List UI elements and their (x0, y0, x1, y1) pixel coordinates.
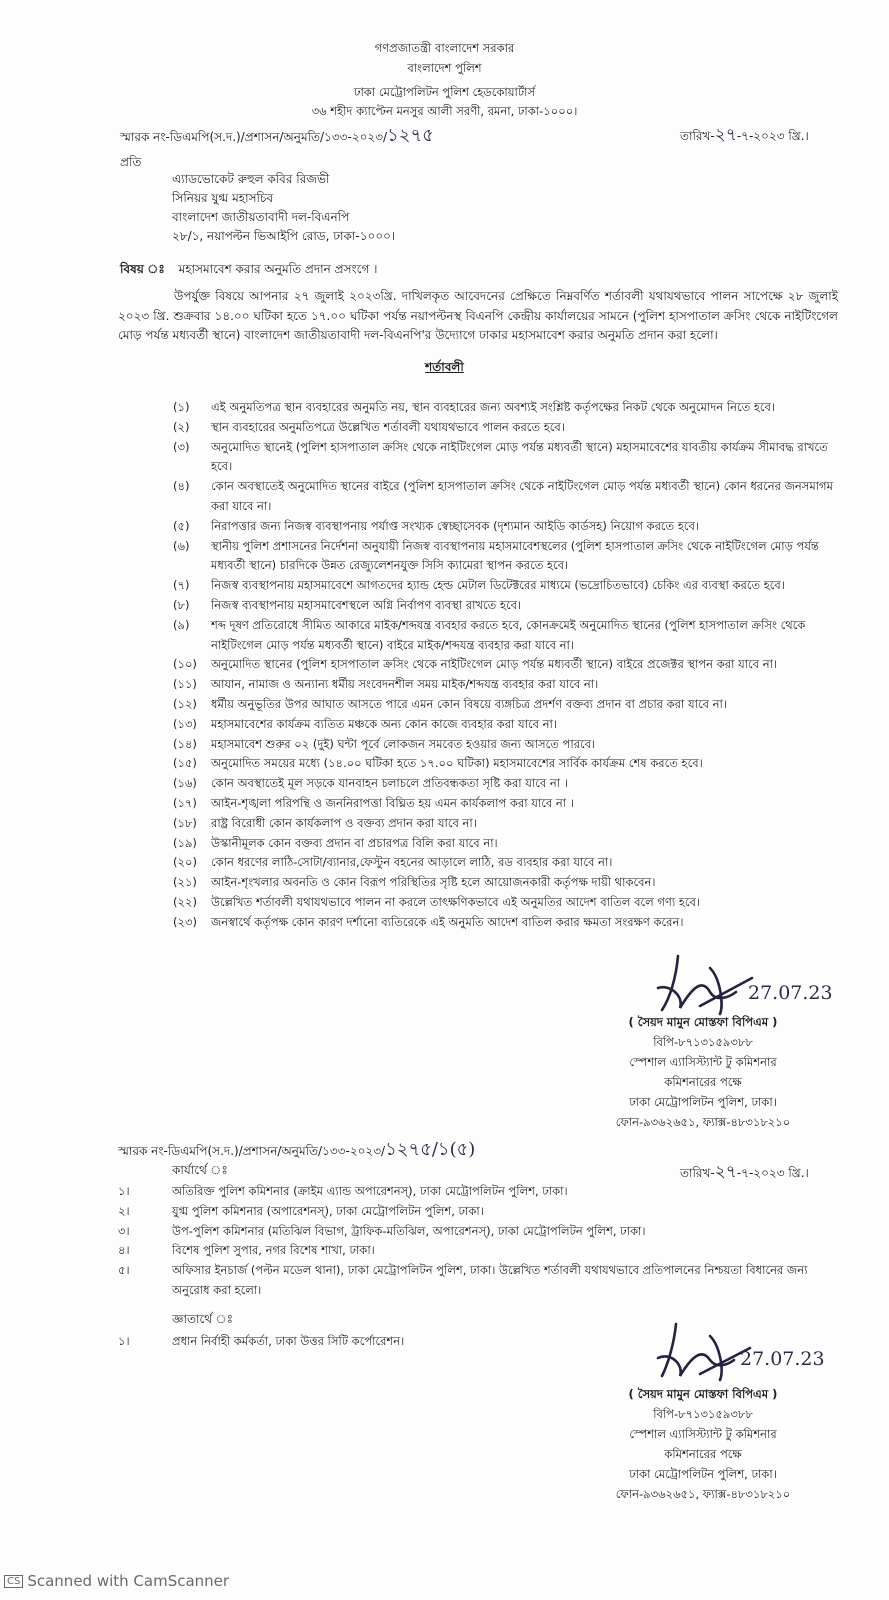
info-item-text: প্রধান নির্বাহী কর্মকর্তা, ঢাকা উত্তর সিটি কর্পোরেশন। (172, 1334, 405, 1348)
signature-1-scribble (640, 948, 760, 1018)
condition-item (173, 517, 843, 537)
signature-1-office: ঢাকা মেট্রোপলিটন পুলিশ, ঢাকা। (629, 1095, 777, 1109)
condition-item (173, 754, 843, 774)
condition-item (173, 853, 843, 873)
condition-item (173, 438, 843, 478)
condition-item (173, 576, 843, 596)
subject-label: বিষয় ঃ (120, 262, 165, 276)
signature-1-behalf: কমিশনারের পক্ষে (664, 1075, 742, 1089)
condition-item-text: উস্কানীমূলক কোন বক্তব্য প্রদান বা প্রচারপত্র বিলি করা যাবে না। (211, 835, 498, 850)
condition-item-number: (১৭) (173, 795, 197, 810)
condition-item (173, 893, 843, 913)
recipient-title: সিনিয়র যুগ্ম মহাসচিব (172, 191, 274, 205)
condition-item-number: (৫) (173, 518, 190, 533)
condition-item-number: (২০) (173, 855, 197, 870)
info-label: জ্ঞাতার্থে ঃ (172, 1312, 233, 1326)
condition-item-text: নিরাপত্তার জন্য নিজস্ব ব্যবস্থাপনায় পর্যাপ্ত সংখ্যক স্বেচ্ছাসেবক (দৃশ্যমান আইডি কার্ডসহ) নিয়োগ করতে হবে। (211, 518, 700, 533)
condition-item-text: অনুমোদিত স্থানের (পুলিশ হাসপাতাল ক্রসিং থেকে নাইটিংগেল মোড় পর্যন্ত মধ্যবর্তী স্থানে) বাইরে প্রজেক্টর স্থাপন করা যাবে না। (211, 657, 778, 672)
action-item (118, 1222, 840, 1242)
subject (120, 260, 377, 279)
condition-item-text: শব্দ দূষণ প্রতিরোধে সীমিত আকারে মাইক/শব্দযন্ত্র ব্যবহার করতে হবে, কোনক্রমেই অনুমোদিত স্থানের (পুলিশ হাসপাতাল ক্রসিং থেকে নাইটিংগেল মোড় পর্যন্ত মধ্যবর্তী স্থানে) বাইরে মাইক/শব্দযন্ত্র ব্যবহার করা যাবে না। (211, 617, 806, 652)
memo-ref-handwritten: ১২৭৫ (387, 125, 434, 146)
condition-item-text: স্থান ব্যবহারের অনুমতিপত্রে উল্লেখিত শর্তাবলী যথাযথভাবে পালন করতে হবে। (211, 419, 565, 434)
scanner-watermark-text: Scanned with CamScanner (27, 1572, 230, 1590)
condition-item-text: কোন ধরণের লাঠি-সোটা/ব্যানার,ফেস্টুন বহনের আড়ালে লাঠি, রড ব্যবহার করা যাবে না। (211, 855, 613, 870)
condition-item (173, 913, 843, 933)
condition-item-number: (১৮) (173, 815, 197, 830)
signature-2-date: 27.07.23 (740, 1348, 825, 1370)
signature-1-bp: বিপি-৮৭১৩১৫৯৩৮৮ (653, 1035, 753, 1049)
action-list (118, 1182, 840, 1301)
condition-item (173, 655, 843, 675)
condition-item-number: (২২) (173, 894, 197, 909)
action-item-number: ২। (118, 1203, 130, 1218)
condition-item-text: মহাসমাবেশের কার্যক্রম ব্যতিত মঞ্চকে অন্য কোন কাজে ব্যবহার করা যাবে না। (211, 716, 557, 731)
condition-item (173, 596, 843, 616)
condition-item-text: এই অনুমতিপত্র স্থান ব্যবহারের অনুমতি নয়, স্থান ব্যবহারের জন্য অবশ্যই সংশ্লিষ্ট কর্তৃপক্ষের নিকট থেকে অনুমোদন নিতে হবে। (211, 400, 776, 414)
condition-item-text: অনুমোদিত সময়ের মধ্যে (১৪.০০ ঘটিকা হতে ১৭.০০ ঘটিকা) মহাসমাবেশের সার্বিক কার্যক্রম শেষ করতে হবে। (211, 756, 703, 771)
condition-item (173, 537, 843, 577)
condition-item (173, 418, 843, 438)
condition-item-number: (৭) (173, 578, 190, 593)
condition-item-number: (১৪) (173, 736, 197, 751)
condition-item (173, 814, 843, 834)
condition-item (173, 695, 843, 715)
conditions-list (173, 398, 843, 933)
info-item (118, 1332, 618, 1352)
signature-1-mark (640, 948, 760, 1018)
condition-item-number: (১৩) (173, 716, 197, 731)
memo2-ref-text: স্মারক নং-ডিএমপি(স.দ.)/প্রশাসন/অনুমতি/১৩৩-২০২৩/ (118, 1144, 386, 1158)
memo2-date (680, 1163, 809, 1183)
memo-ref (120, 126, 434, 147)
recipient-to: প্রতি (120, 155, 142, 169)
recipient-name: এ্যাডভোকেট রুহুল কবির রিজভী (172, 172, 330, 186)
condition-item (173, 873, 843, 893)
condition-item (173, 398, 843, 418)
memo-date-handwritten: ২৭ (714, 125, 737, 145)
conditions-heading: শর্তাবলী (425, 360, 464, 374)
condition-item-text: ধর্মীয় অনুভূতির উপর আঘাত আসতে পারে এমন কোন বিষয়ে ব্যঙ্গচিত্র প্রদর্শণ বক্তব্য প্রদান বা প্রচার করা যাবে না। (211, 696, 727, 711)
memo-date (680, 126, 809, 146)
condition-item-number: (১০) (173, 657, 197, 672)
condition-item-number: (১) (173, 400, 190, 414)
signature-1-date: 27.07.23 (748, 982, 833, 1004)
condition-item (173, 715, 843, 735)
condition-item-number: (৮) (173, 597, 190, 612)
condition-item-text: আযান, নামাজ ও অন্যান্য ধর্মীয় সংবেদনশীল সময় মাইক/শব্দযন্ত্র ব্যবহার করা যাবে না। (211, 677, 599, 692)
condition-item-text: নিজস্ব ব্যবস্থাপনায় মহাসমাবেশে আগতদের হ্যান্ড হেল্ড মেটাল ডিটেক্টরের মাধ্যমে (ভদ্রোচিতভাবে) চেকিং এর ব্যবস্থা করতে হবে। (211, 578, 785, 593)
action-item-number: ৫। (118, 1263, 130, 1278)
condition-item-number: (১৯) (173, 835, 197, 850)
action-item-text: উপ-পুলিশ কমিশনার (মতিঝিল বিভাগ, ট্রাফিক-মতিঝিল, অপারেশনস্), ঢাকা মেট্রোপলিটন পুলিশ, ঢাকা। (172, 1223, 646, 1238)
action-item-number: ৪। (118, 1243, 130, 1258)
condition-item-text: আইন-শৃঙ্খলা পরিপন্থি ও জননিরাপত্তা বিঘ্নিত হয় এমন কার্যকলাপ করা যাবে না । (211, 795, 574, 810)
condition-item-number: (৩) (173, 439, 190, 454)
action-item (118, 1202, 840, 1222)
action-item-number: ১। (118, 1184, 130, 1198)
condition-item-number: (৪) (173, 479, 190, 494)
condition-item (173, 774, 843, 794)
memo2-ref (118, 1140, 475, 1161)
dmp-hq-title: ঢাকা মেট্রোপলিটন পুলিশ হেডকোয়ার্টার্স (353, 85, 536, 99)
signature-2-behalf: কমিশনারের পক্ষে (664, 1447, 742, 1461)
signature-1-name: ( সৈয়দ মামুন মোস্তফা বিপিএম ) (628, 1015, 778, 1029)
scanner-watermark (4, 1572, 229, 1590)
condition-item-text: অনুমোদিত স্থানেই (পুলিশ হাসপাতাল ক্রসিং থেকে নাইটিংগেল মোড় পর্যন্ত মধ্যবর্তী স্থানে) মহাসমাবেশের যাবতীয় কার্যক্রম সীমাবদ্ধ রাখতে হবে। (211, 439, 828, 474)
recipient-org: বাংলাদেশ জাতীয়তাবাদী দল-বিএনপি (172, 210, 350, 224)
action-item-text: বিশেষ পুলিশ সুপার, নগর বিশেষ শাখা, ঢাকা। (172, 1243, 375, 1258)
memo-date-label: তারিখ- (680, 129, 715, 143)
memo2-ref-handwritten: ১২৭৫/১(৫) (385, 1139, 476, 1160)
condition-item-text: মহাসমাবেশ শুরুর ০২ (দুই) ঘন্টা পূর্বে লোকজন সমবেত হওয়ার জন্য আসতে পারবে। (211, 736, 596, 751)
condition-item (173, 735, 843, 755)
condition-item-text: আইন-শৃংখলার অবনতি ও কোন বিরূপ পরিস্থিতির সৃষ্টি হলে আয়োজনকারী কর্তৃপক্ষ দায়ী থাকবেন। (211, 875, 656, 890)
condition-item-number: (৯) (173, 617, 190, 632)
action-item (118, 1182, 840, 1202)
action-item (118, 1261, 840, 1301)
recipient-address: ২৮/১, নয়াপল্টন ভিআইপি রোড, ঢাকা-১০০০। (172, 229, 396, 243)
memo-date-suffix: -৭-২০২৩ খ্রি.। (736, 129, 809, 143)
action-label: কার্যার্থে ঃ (172, 1163, 228, 1177)
condition-item (173, 834, 843, 854)
action-item (118, 1241, 840, 1261)
police-title: বাংলাদেশ পুলিশ (407, 61, 482, 75)
action-item-text: অতিরিক্ত পুলিশ কমিশনার (ক্রাইম এ্যান্ড অপারেশনস্), ঢাকা মেট্রোপলিটন পুলিশ, ঢাকা। (172, 1184, 568, 1198)
condition-item-text: কোন অবস্থাতেই অনুমোদিত স্থানের বাইরে (পুলিশ হাসপাতাল ক্রসিং থেকে নাইটিংগেল মোড় পর্যন্ত মধ্যবর্তী স্থানে) কোন ধরনের জনসমাগম করা যাবে না। (211, 479, 833, 513)
condition-item-text: নিজস্ব ব্যবস্থাপনায় মহাসমাবেশস্থলে অগ্নি নির্বাপণ ব্যবস্থা রাখতে হবে। (211, 597, 522, 612)
condition-item-number: (১২) (173, 696, 197, 711)
info-item-number: ১। (118, 1334, 130, 1348)
action-item-text: অফিসার ইনচার্জ (পল্টন মডেল থানা), ঢাকা মেট্রোপলিটন পুলিশ, ঢাকা। উল্লেখিত শর্তাবলী যথাযথভাবে প্রতিপালনের নিশ্চয়তা বিধানের জন্য অনুরোধ করা হলো। (172, 1263, 808, 1297)
signature-1-block (590, 1012, 816, 1132)
condition-item-number: (৬) (173, 538, 190, 553)
action-item-number: ৩। (118, 1223, 130, 1238)
condition-item-text: কোন অবস্থাতেই মূল সড়কে যানবাহন চলাচলে প্রতিবন্ধকতা সৃষ্টি করা যাবে না । (211, 776, 568, 791)
signature-2-phone: ফোন-৯৩৬২৬৫১, ফ্যাক্স-৪৮৩১৮২১০ (615, 1487, 791, 1501)
condition-item-text: জনস্বার্থে কর্তৃপক্ষ কোন কারণ দর্শানো ব্যতিরেকে এই অনুমতি আদেশ বাতিল করার ক্ষমতা সংরক্ষণ করেন। (211, 914, 684, 929)
subject-text: মহাসমাবেশ করার অনুমতি প্রদান প্রসংগে । (178, 262, 378, 276)
condition-item-number: (২১) (173, 875, 197, 890)
action-item-text: যুগ্ম পুলিশ কমিশনার (অপারেশনস্), ঢাকা মেট্রোপলিটন পুলিশ, ঢাকা। (172, 1203, 484, 1218)
memo-ref-text: স্মারক নং-ডিএমপি(স.দ.)/প্রশাসন/অনুমতি/১৩৩-২০২৩/ (120, 130, 388, 144)
condition-item (173, 794, 843, 814)
signature-2-block (590, 1384, 816, 1504)
condition-item-number: (২) (173, 419, 190, 434)
condition-item-number: (১৬) (173, 776, 197, 791)
condition-item (173, 616, 843, 656)
signature-1-phone: ফোন-৯৩৬২৬৫১, ফ্যাক্স-৪৮৩১৮২১০ (615, 1115, 791, 1129)
body-paragraph: উপর্যুক্ত বিষয়ে আপনার ২৭ জুলাই ২০২৩খ্রি. দাখিলকৃত আবেদনের প্রেক্ষিতে নিম্নবর্ণিত শর্তাবলী যথাযথভাবে পালন সাপেক্ষে ২৮ জুলাই ২০২৩ খ্রি. শুক্রবার ১৪.০০ ঘটিকা হতে ১৭.০০ ঘটিকা পর্যন্ত নয়াপল্টনস্থ বিএনপি কেন্দ্রীয় কার্যালয়ের সামনে (পুলিশ হাসপাতাল ক্রসিং থেকে নাইটিংগেল মোড় পর্যন্ত মধ্যবর্তী স্থানে) বাংলাদেশ জাতীয়তাবাদী দল-বিএনপি'র উদ্যোগে ঢাকার মহাসমাবেশ করার অনুমতি প্রদান করা হলো। (118, 289, 838, 342)
govt-title: গণপ্রজাতন্ত্রী বাংলাদেশ সরকার (374, 41, 515, 55)
hq-address: ৩৬ শহীদ ক্যাপ্টেন মনসুর আলী সরণী, রমনা, ঢাকা-১০০০। (311, 104, 578, 118)
condition-item-number: (১১) (173, 677, 197, 692)
signature-1-designation: স্পেশাল এ্যাসিস্ট্যান্ট টু কমিশনার (629, 1055, 777, 1069)
condition-item (173, 675, 843, 695)
camscanner-logo-icon: CS (4, 1575, 23, 1588)
signature-2-bp: বিপি-৮৭১৩১৫৯৩৮৮ (653, 1407, 753, 1421)
signature-2-office: ঢাকা মেট্রোপলিটন পুলিশ, ঢাকা। (629, 1467, 777, 1481)
condition-item-text: উল্লেখিত শর্তাবলী যথাযথভাবে পালন না করলে তাৎক্ষণিকভাবে এই অনুমতির আদেশ বাতিল বলে গণ্য হবে। (211, 894, 701, 909)
memo2-date-label: তারিখ- (680, 1166, 715, 1180)
condition-item (173, 477, 843, 517)
memo2-date-handwritten: ২৭ (714, 1162, 737, 1182)
condition-item-number: (১৫) (173, 756, 197, 771)
condition-item-text: স্থানীয় পুলিশ প্রশাসনের নির্দেশনা অনুযায়ী নিজস্ব ব্যবস্থাপনায় মহাসমাবেশস্থলের (পুলিশ হাসপাতাল ক্রসিং থেকে নাইটিংগেল মোড় পর্যন্ত মধ্যবর্তী স্থানে) চারদিকে উন্নত রেজ্যুলেশনযুক্ত সিসি ক্যামেরা স্থাপন করতে হবে। (211, 538, 819, 573)
signature-2-name: ( সৈয়দ মামুন মোস্তফা বিপিএম ) (628, 1387, 778, 1401)
info-list (118, 1332, 618, 1352)
signature-2-designation: স্পেশাল এ্যাসিস্ট্যান্ট টু কমিশনার (629, 1427, 777, 1441)
condition-item-text: রাষ্ট্র বিরোধী কোন কার্যকলাপ ও বক্তব্য প্রদান করা যাবে না। (211, 815, 477, 830)
condition-item-number: (২৩) (173, 914, 197, 929)
memo2-date-suffix: -৭-২০২৩ খ্রি.। (736, 1166, 809, 1180)
